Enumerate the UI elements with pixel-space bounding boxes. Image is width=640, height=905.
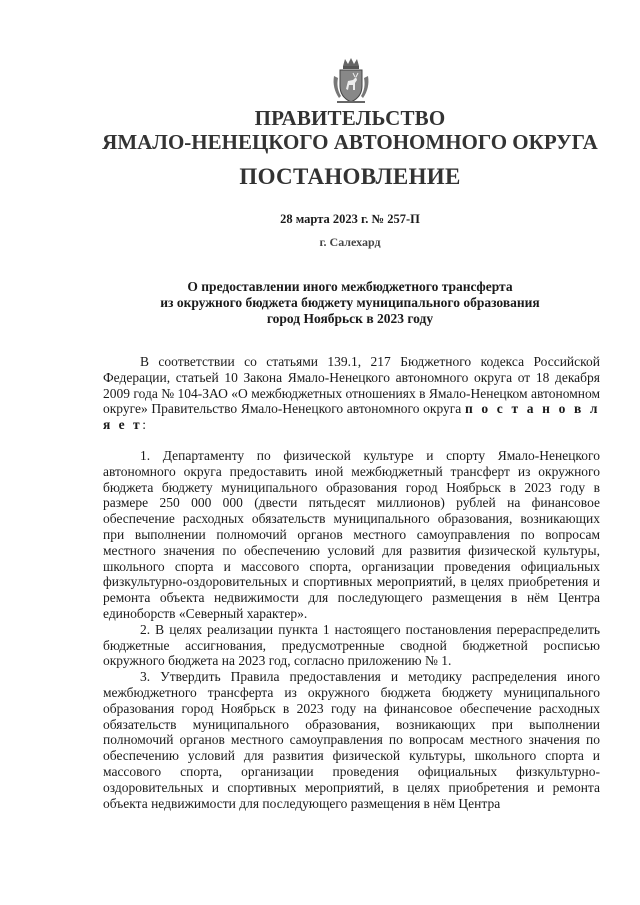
coat-of-arms-icon xyxy=(329,56,373,106)
resolves-word: п о с т а н о в л я е т xyxy=(103,401,601,433)
paragraph-1: 1. Департаменту по физической культуре и спорту Ямало-Ненецкого автономного округа предоставить иной межбюджетный трансферт из окружного бюджета бюджету муниципального образования город Ноябрьск в 2023 году в размере 250 000 000 (двести пятьдесят миллионов) рублей на финансовое обеспечение расходных обязательств муниципального образования, возникающих при выполнении полномочий органов местного самоуправления по вопросам местного значения по обеспечению условий для развития физической культуры, школьного спорта и массового спорта, организации проведения официальных физкультурно-оздоровительных и спортивных мероприятий, в целях приобретения и ремонта объекта недвижимости для последующего размещения в нём Центра единоборств «Северный характер». xyxy=(103,447,600,621)
city: г. Салехард xyxy=(319,235,381,249)
document-subject xyxy=(0,279,640,327)
coat-of-arms-emblem xyxy=(329,56,373,106)
region-title: ЯМАЛО-НЕНЕЦКОГО АВТОНОМНОГО ОКРУГА xyxy=(102,130,598,154)
preamble-paragraph xyxy=(103,354,600,433)
paragraph-2: 2. В целях реализации пункта 1 настоящего постановления перераспределить бюджетные ассигнования, предусмотренные сводной бюджетной росписью окружного бюджета на 2023 год, согласно приложению № 1. xyxy=(103,621,600,669)
subject-line: город Ноябрьск в 2023 году xyxy=(266,311,434,326)
subject-line: из окружного бюджета бюджету муниципального образования xyxy=(160,295,540,310)
government-title: ПРАВИТЕЛЬСТВО xyxy=(254,106,446,130)
date-and-number: 28 марта 2023 г. № 257-П xyxy=(280,212,420,226)
paragraph-3: 3. Утвердить Правила предоставления и методику распределения иного межбюджетного трансферта из окружного бюджета бюджету муниципального образования город Ноябрьск в 2023 году на финансовое обеспечение расходных обязательств муниципального образования, возникающих при выполнении полномочий органов местного самоуправления по вопросам местного значения по обеспечению условий для развития физической культуры, школьного спорта и массового спорта, организации проведения официальных физкультурно-оздоровительных и спортивных мероприятий, в целях приобретения и ремонта объекта недвижимости для последующего размещения в нём Центра xyxy=(103,669,600,811)
document-type: ПОСТАНОВЛЕНИЕ xyxy=(239,164,461,189)
preamble-text: В соответствии со статьями 139.1, 217 Бюджетного кодекса Российской Федерации, статьей 10 Закона Ямало-Ненецкого автономного округа от 18 декабря 2009 года № 104-ЗАО «О межбюджетных отношениях в Ямало-Ненецком автономном округе» Правительство Ямало-Ненецкого автономного округа xyxy=(103,354,600,417)
document-body xyxy=(103,354,600,811)
subject-line: О предоставлении иного межбюджетного трансферта xyxy=(187,279,513,294)
resolves-colon: : xyxy=(142,417,146,433)
